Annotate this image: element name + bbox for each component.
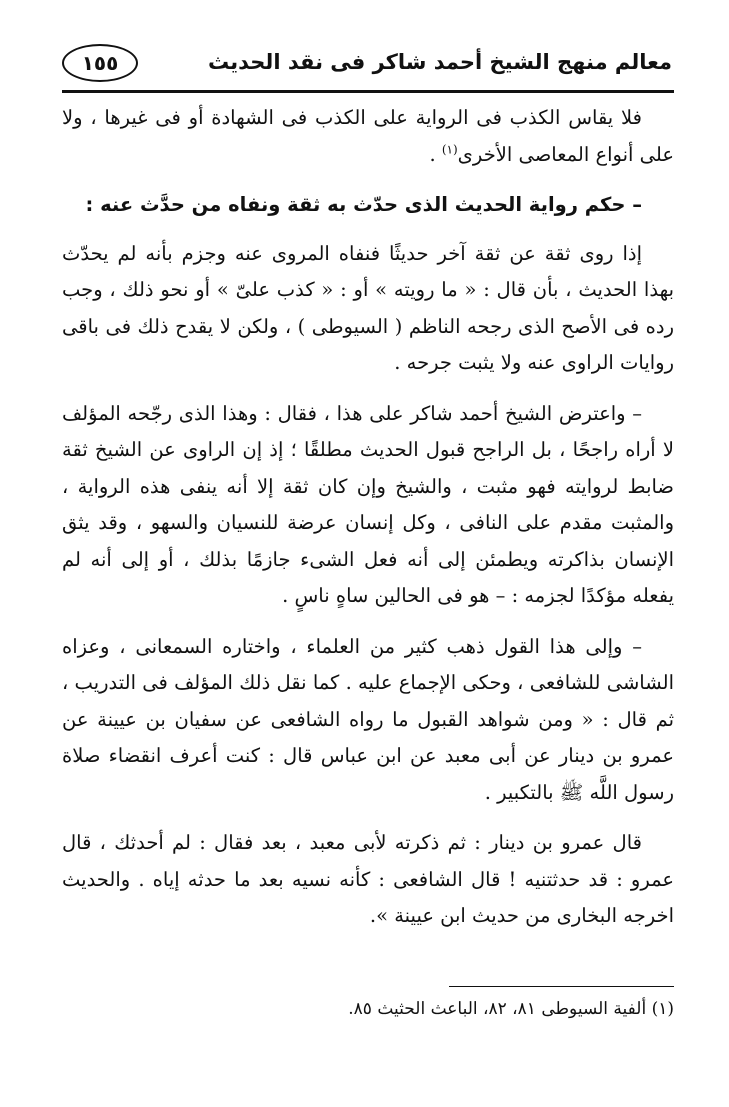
running-title: معالم منهج الشيخ أحمد شاكر فى نقد الحديث — [208, 50, 672, 74]
main-text — [62, 100, 674, 949]
paragraph-1 — [62, 100, 674, 173]
footnote-separator — [449, 986, 674, 987]
running-header — [62, 40, 672, 92]
footnote-1: (١) ألفية السيوطى ٨١، ٨٢، الباعث الحثيث ٨٥. — [348, 999, 674, 1019]
paragraph-1-end: . — [429, 142, 442, 166]
paragraph-2: إذا روى ثقة عن ثقة آخر حديثًا فنفاه المروى عنه وجزم بأنه لم يحدّث بهذا الحديث ، بأن قال : « ما رويته » أو : « كذب علىّ » أو نحو ذلك ، وجب رده فى الأصح الذى رجحه الناظم ( السيوطى ) ، ولكن لا يقدح ذلك فى باقى روايات الراوى عنه ولا يثبت جرحه . — [62, 241, 674, 374]
paragraph-3: – واعترض الشيخ أحمد شاكر على هذا ، فقال : وهذا الذى رجّحه المؤلف لا أراه راجحًا ، بل الراجح قبول الحديث مطلقًا ؛ إذ إن الراوى عن الشيخ ثقة ضابط لروايته فهو مثبت ، والشيخ وإن كان ثقة إلا أنه ينفى هذه الرواية ، والمثبت مقدم على النافى ، وكل إنسان عرضة للنسيان والسهو ، وقد يثق الإنسان بذاكرته ويطمئن إلى أنه فعل الشىء جازمًا بذلك ، أو إلى أنه لم يفعله مؤكدًا لجزمه : – هو فى الحالين ساهٍ ناسٍ . — [62, 401, 674, 607]
header-rule — [62, 90, 674, 93]
paragraph-1-text: فلا يقاس الكذب فى الرواية على الكذب فى الشهادة أو فى غيرها ، ولا على أنواع المعاصى الأخرى — [62, 106, 674, 166]
page-number-oval — [62, 44, 138, 82]
paragraph-4: – وإلى هذا القول ذهب كثير من العلماء ، واختاره السمعانى ، وعزاه الشاشى للشافعى ، وحكى الإجماع عليه . كما نقل ذلك المؤلف فى التدريب ، ثم قال : « ومن شواهد القبول ما رواه الشافعى عن سفيان بن عيينة عن عمرو بن دينار عن أبى معبد عن ابن عباس قال : كنت أعرف انقضاء صلاة رسول اللَّه ﷺ بالتكبير . — [62, 634, 674, 804]
section-heading: – حكم رواية الحديث الذى حدّث به ثقة ونفاه من حدَّث عنه : — [85, 193, 642, 216]
page-number: ١٥٥ — [81, 51, 119, 75]
footnote-marker: (١) — [441, 142, 458, 156]
paragraph-5: قال عمرو بن دينار : ثم ذكرته لأبى معبد ، بعد فقال : لم أحدثك ، قال عمرو : قد حدثتنيه ! قال الشافعى : كأنه نسيه بعد ما حدثه إياه . والحديث اخرجه البخارى من حديث ابن عيينة ». — [62, 831, 674, 927]
